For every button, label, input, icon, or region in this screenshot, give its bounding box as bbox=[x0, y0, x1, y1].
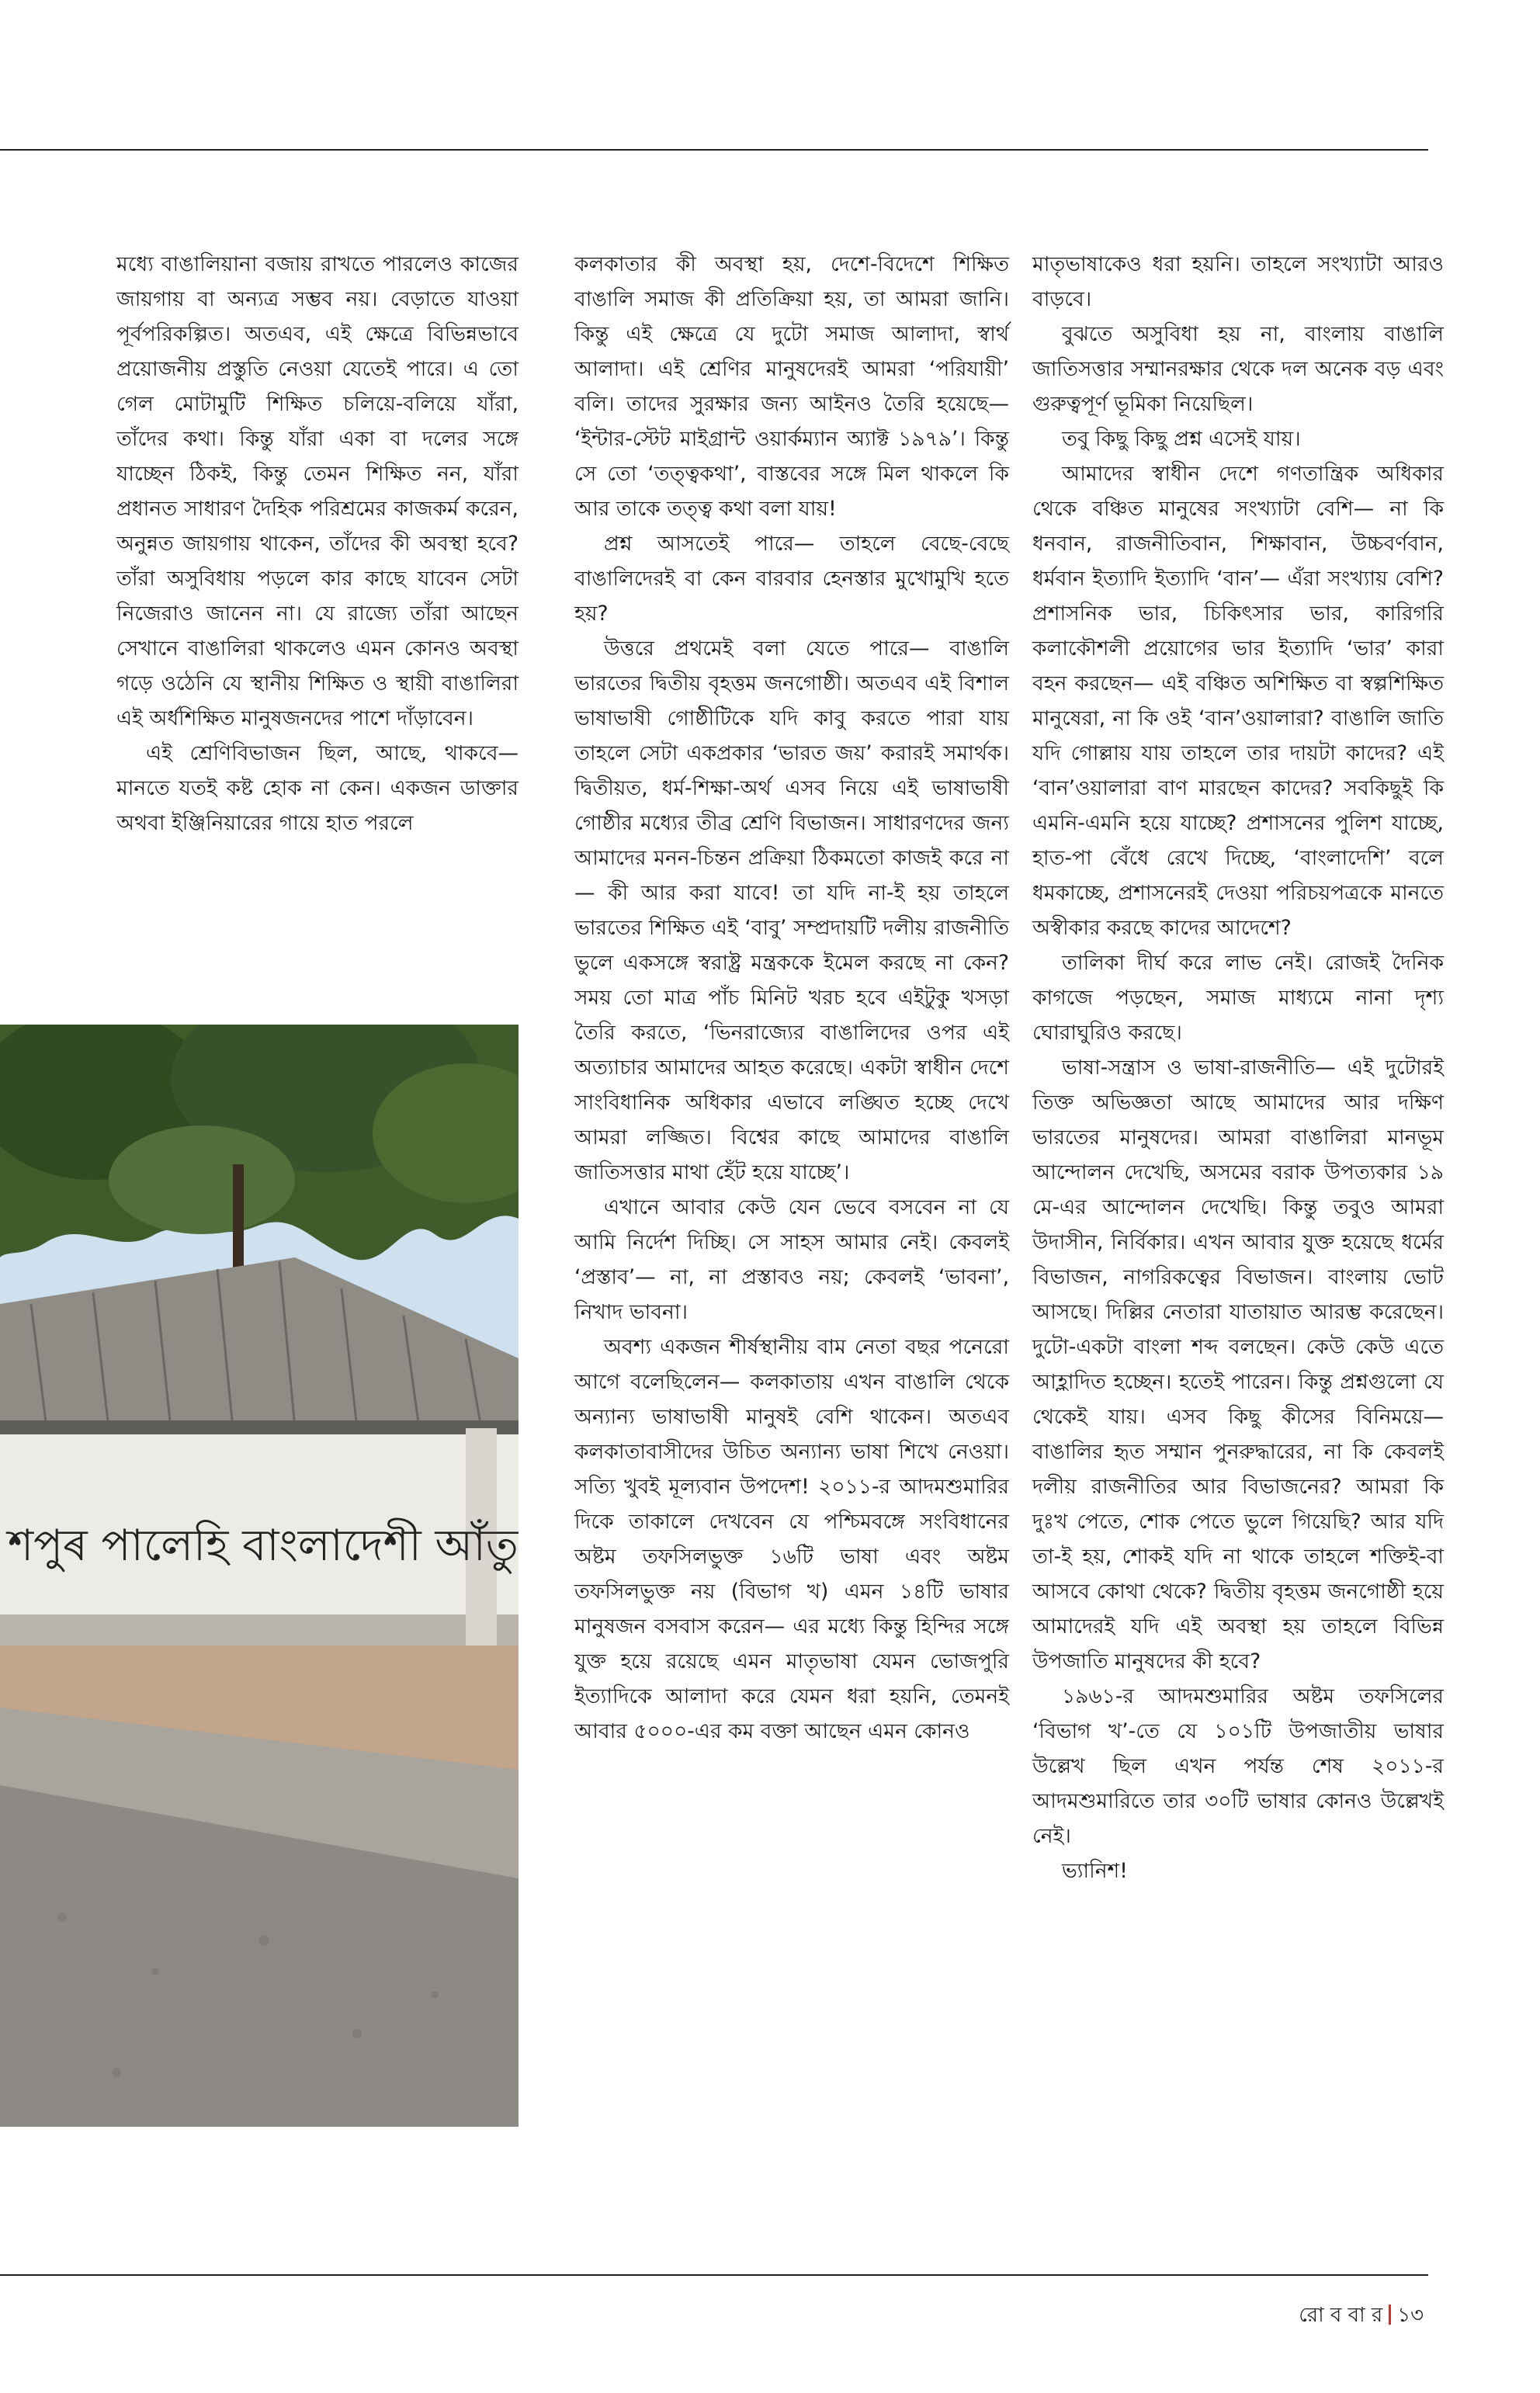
article-column-2 bbox=[574, 247, 1009, 1749]
article-photo bbox=[0, 1025, 519, 2127]
paragraph: ভ্যানিশ! bbox=[1062, 1859, 1128, 1883]
page-number: ১৩ bbox=[1397, 2304, 1424, 2327]
paragraph: উত্তরে প্রথমেই বলা যেতে পারে— বাঙালি ভারতের দ্বিতীয় বৃহত্তম জনগোষ্ঠী। অতএব এই বিশাল ভাষাভাষী গোষ্ঠীটিকে যদি কাবু করতে পারা যায় তাহলে সেটা একপ্রকার ‘ভারত জয়’ করারই সমার্থক। দ্বিতীয়ত, ধর্ম-শিক্ষা-অর্থ এসব নিয়ে এই ভাষাভাষী গোষ্ঠীর মধ্যের তীব্র শ্রেণি বিভাজন। সাধারণদের জন্য আমাদের মনন-চিন্তন প্রক্রিয়া ঠিকমতো কাজই করে না— কী আর করা যাবে! তা যদি না-ই হয় তাহলে ভারতের শিক্ষিত এই ‘বাবু’ সম্প্রদায়টি দলীয় রাজনীতি ভুলে একসঙ্গে স্বরাষ্ট্র মন্ত্রককে ইমেল করছে না কেন? সময় তো মাত্র পাঁচ মিনিট খরচ হবে এইটুকু খসড়া তৈরি করতে, ‘ভিনরাজ্যের বাঙালিদের ওপর এই অত্যাচার আমাদের আহত করেছে। একটা স্বাধীন দেশে সাংবিধানিক অধিকার এভাবে লঙ্ঘিত হচ্ছে দেখে আমরা লজ্জিত। বিশ্বের কাছে আমাদের বাঙালি জাতিসত্তার মাথা হেঁট হয়ে যাচ্ছে’। bbox=[574, 636, 1009, 1184]
paragraph: এখানে আবার কেউ যেন ভেবে বসবেন না যে আমি নির্দেশ দিচ্ছি। সে সাহস আমার নেই। কেবলই ‘প্রস্তাব’— না, না প্রস্তাবও নয়; কেবলই ‘ভাবনা’, নিখাদ ভাবনা। bbox=[574, 1195, 1009, 1324]
footer-divider bbox=[1389, 2305, 1391, 2325]
paragraph: কলকাতার কী অবস্থা হয়, দেশে-বিদেশে শিক্ষিত বাঙালি সমাজ কী প্রতিক্রিয়া হয়, তা আমরা জানি। কিন্তু এই ক্ষেত্রে যে দুটো সমাজ আলাদা, স্বার্থ আলাদা। এই শ্রেণির মানুষদেরই আমরা ‘পরিযায়ী’ বলি। তাদের সুরক্ষার জন্য আইনও তৈরি হয়েছে— ‘ইন্টার-স্টেট মাইগ্রান্ট ওয়ার্কম্যান অ্যাক্ট ১৯৭৯’। কিন্তু সে তো ‘তত্ত্বকথা’, বাস্তবের সঙ্গে মিল থাকলে কি আর তাকে তত্ত্ব কথা বলা যায়! bbox=[574, 252, 1009, 521]
magazine-name: রো ব বা র bbox=[1299, 2304, 1383, 2327]
wall-graffiti: শপুৰ পালেহি বাংলাদেশী আঁতু bbox=[8, 1521, 519, 1571]
paragraph: প্রশ্ন আসতেই পারে— তাহলে বেছে-বেছে বাঙালিদেরই বা কেন বারবার হেনস্তার মুখোমুখি হতে হয়? bbox=[574, 532, 1009, 626]
paragraph: মধ্যে বাঙালিয়ানা বজায় রাখতে পারলেও কাজের জায়গায় বা অন্যত্র সম্ভব নয়। বেড়াতে যাওয়া পূর্বপরিকল্পিত। অতএব, এই ক্ষেত্রে বিভিন্নভাবে প্রয়োজনীয় প্রস্তুতি নেওয়া যেতেই পারে। এ তো গেল মোটামুটি শিক্ষিত চলিয়ে-বলিয়ে যাঁরা, তাঁদের কথা। কিন্তু যাঁরা একা বা দলের সঙ্গে যাচ্ছেন ঠিকই, কিন্তু তেমন শিক্ষিত নন, যাঁরা প্রধানত সাধারণ দৈহিক পরিশ্রমের কাজকর্ম করেন, অনুন্নত জায়গায় থাকেন, তাঁদের কী অবস্থা হবে? তাঁরা অসুবিধায় পড়লে কার কাছে যাবেন সেটা নিজেরাও জানেন না। যে রাজ্যে তাঁরা আছেন সেখানে বাঙালিরা থাকলেও এমন কোনও অবস্থা গড়ে ওঠেনি যে স্থানীয় শিক্ষিত ও স্থায়ী বাঙালিরা এই অর্ধশিক্ষিত মানুষজনদের পাশে দাঁড়াবেন। bbox=[116, 252, 519, 730]
article-column-1 bbox=[116, 247, 519, 841]
paragraph: অবশ্য একজন শীর্ষস্থানীয় বাম নেতা বছর পনেরো আগে বলেছিলেন— কলকাতায় এখন বাঙালি থেকে অন্যান্য ভাষাভাষী মানুষই বেশি থাকেন। অতএব কলকাতাবাসীদের উচিত অন্যান্য ভাষা শিখে নেওয়া। সত্যি খুবই মূল্যবান উপদেশ! ২০১১-র আদমশুমারির দিকে তাকালে দেখবেন যে পশ্চিমবঙ্গে সংবিধানের অষ্টম তফসিলভুক্ত ১৬টি ভাষা এবং অষ্টম তফসিলভুক্ত নয় (বিভাগ খ) এমন ১৪টি ভাষার মানুষজন বসবাস করেন— এর মধ্যে কিন্তু হিন্দির সঙ্গে যুক্ত হয়ে রয়েছে এমন মাতৃভাষা যেমন ভোজপুরি ইত্যাদিকে আলাদা করে যেমন ধরা হয়নি, তেমনই আবার ৫০০০-এর কম বক্তা আছেন এমন কোনও bbox=[574, 1335, 1009, 1743]
page-footer bbox=[1299, 2299, 1424, 2333]
article-column-3 bbox=[1032, 247, 1444, 1888]
bottom-rule bbox=[0, 2274, 1428, 2276]
paragraph: এই শ্রেণিবিভাজন ছিল, আছে, থাকবে— মানতে যতই কষ্ট হোক না কেন। একজন ডাক্তার অথবা ইঞ্জিনিয়ারের গায়ে হাত পরলে bbox=[116, 741, 519, 835]
paragraph: ১৯৬১-র আদমশুমারির অষ্টম তফসিলের ‘বিভাগ খ’-তে যে ১০১টি উপজাতীয় ভাষার উল্লেখ ছিল এখন পর্যন্ত শেষ ২০১১-র আদমশুমারিতে তার ৩০টি ভাষার কোনও উল্লেখই নেই। bbox=[1032, 1684, 1444, 1848]
paragraph: বুঝতে অসুবিধা হয় না, বাংলায় বাঙালি জাতিসত্তার সম্মানরক্ষার থেকে দল অনেক বড় এবং গুরুত্বপূর্ণ ভূমিকা নিয়েছিল। bbox=[1032, 322, 1444, 416]
paragraph: তালিকা দীর্ঘ করে লাভ নেই। রোজই দৈনিক কাগজে পড়ছেন, সমাজ মাধ্যমে নানা দৃশ্য ঘোরাঘুরিও করছে। bbox=[1032, 951, 1444, 1045]
paragraph: আমাদের স্বাধীন দেশে গণতান্ত্রিক অধিকার থেকে বঞ্চিত মানুষের সংখ্যাটা বেশি— না কি ধনবান, রাজনীতিবান, শিক্ষাবান, উচ্চবর্ণবান, ধর্মবান ইত্যাদি ইত্যাদি ‘বান’— এঁরা সংখ্যায় বেশি? প্রশাসনিক ভার, চিকিৎসার ভার, কারিগরি কলাকৌশলী প্রয়োগের ভার ইত্যাদি ‘ভার’ কারা বহন করছেন— এই বঞ্চিত অশিক্ষিত বা স্বল্পশিক্ষিত মানুষেরা, না কি ওই ‘বান’ওয়ালারা? বাঙালি জাতি যদি গোল্লায় যায় তাহলে তার দায়টা কাদের? এই ‘বান’ওয়ালারা বাণ মারছেন কাদের? সবকিছুই কি এমনি-এমনি হয়ে যাচ্ছে? প্রশাসনের পুলিশ যাচ্ছে, হাত-পা বেঁধে রেখে দিচ্ছে, ‘বাংলাদেশি’ বলে ধমকাচ্ছে, প্রশাসনেরই দেওয়া পরিচয়পত্রকে মানতে অস্বীকার করছে কাদের আদেশে? bbox=[1032, 462, 1444, 940]
paragraph: মাতৃভাষাকেও ধরা হয়নি। তাহলে সংখ্যাটা আরও বাড়বে। bbox=[1032, 252, 1444, 311]
paragraph: তবু কিছু কিছু প্রশ্ন এসেই যায়। bbox=[1062, 427, 1301, 451]
paragraph: ভাষা-সন্ত্রাস ও ভাষা-রাজনীতি— এই দুটোরই তিক্ত অভিজ্ঞতা আছে আমাদের আর দক্ষিণ ভারতের মানুষদের। আমরা বাঙালিরা মানভূম আন্দোলন দেখেছি, অসমের বরাক উপত্যকার ১৯ মে-এর আন্দোলন দেখেছি। কিন্তু তবুও আমরা উদাসীন, নির্বিকার। এখন আবার যুক্ত হয়েছে ধর্মের বিভাজন, নাগরিকত্বের বিভাজন। বাংলায় ভোট আসছে। দিল্লির নেতারা যাতায়াত আরম্ভ করেছেন। দুটো-একটা বাংলা শব্দ বলছেন। কেউ কেউ এতে আহ্লাদিত হচ্ছেন। হতেই পারেন। কিন্তু প্রশ্নগুলো যে থেকেই যায়। এসব কিছু কীসের বিনিময়ে— বাঙালির হৃত সম্মান পুনরুদ্ধারের, না কি কেবলই দলীয় রাজনীতির আর বিভাজনের? আমরা কি দুঃখ পেতে, শোক পেতে ভুলে গিয়েছি? আর যদি তা-ই হয়, শোকই যদি না থাকে তাহলে শক্তিই-বা আসবে কোথা থেকে? দ্বিতীয় বৃহত্তম জনগোষ্ঠী হয়ে আমাদেরই যদি এই অবস্থা হয় তাহলে বিভিন্ন উপজাতি মানুষদের কী হবে? bbox=[1032, 1056, 1444, 1673]
top-rule bbox=[0, 149, 1428, 151]
